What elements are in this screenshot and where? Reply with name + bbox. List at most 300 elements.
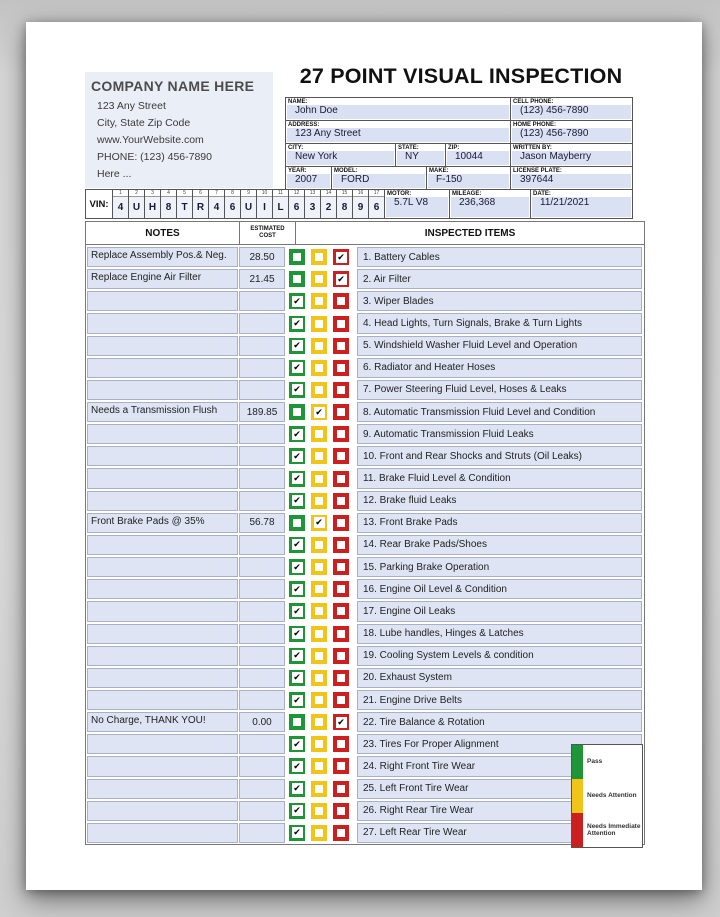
note-cell[interactable]: [87, 601, 238, 621]
green-checkbox[interactable]: [289, 338, 305, 354]
yellow-checkbox-inner: [315, 342, 323, 350]
vin-char-box[interactable]: [288, 190, 304, 218]
yellow-checkbox[interactable]: [311, 626, 327, 642]
green-checkbox-inner: ✔: [293, 539, 301, 550]
note-cell[interactable]: [87, 380, 238, 400]
cell-phone-label: CELL PHONE:: [513, 99, 554, 105]
cost-cell[interactable]: [239, 734, 285, 754]
legend-color-strip: [572, 745, 583, 847]
vin-char-box[interactable]: [112, 190, 128, 218]
yellow-checkbox[interactable]: [311, 316, 327, 332]
yellow-checkbox[interactable]: [311, 338, 327, 354]
green-checkbox-inner: ✔: [293, 605, 301, 616]
vin-char-box[interactable]: [224, 190, 240, 218]
yellow-checkbox-inner: ✔: [315, 406, 323, 417]
red-checkbox-inner: [337, 430, 345, 438]
red-checkbox[interactable]: [333, 559, 349, 575]
state-field[interactable]: [395, 144, 445, 166]
inspection-rows: [86, 245, 644, 845]
red-checkbox[interactable]: [333, 293, 349, 309]
notes-column-header: NOTES: [86, 222, 240, 244]
year-field[interactable]: [286, 167, 331, 189]
note-cell[interactable]: [87, 624, 238, 644]
yellow-checkbox[interactable]: [311, 736, 327, 752]
note-cell[interactable]: [87, 779, 238, 799]
status-checkboxes: [285, 579, 357, 599]
green-checkbox[interactable]: [289, 271, 305, 287]
cell-phone-value: (123) 456-7890: [512, 105, 631, 119]
inspection-row: [86, 336, 642, 356]
note-cell[interactable]: [87, 823, 238, 843]
green-checkbox[interactable]: [289, 626, 305, 642]
note-cell[interactable]: [87, 646, 238, 666]
home-phone-value: (123) 456-7890: [512, 128, 631, 142]
green-checkbox[interactable]: [289, 559, 305, 575]
yellow-checkbox-inner: [315, 740, 323, 748]
cost-cell[interactable]: 56.78: [239, 513, 285, 533]
cost-cell[interactable]: [239, 291, 285, 311]
model-label: MODEL:: [334, 168, 358, 174]
yellow-checkbox[interactable]: [311, 249, 327, 265]
green-checkbox[interactable]: [289, 714, 305, 730]
inspected-items-column-header: INSPECTED ITEMS: [424, 227, 516, 239]
cost-cell[interactable]: [239, 668, 285, 688]
cost-cell[interactable]: [239, 424, 285, 444]
inspection-form-page: [26, 22, 702, 890]
yellow-checkbox-inner: [315, 541, 323, 549]
red-checkbox-inner: [337, 762, 345, 770]
green-checkbox[interactable]: [289, 360, 305, 376]
yellow-checkbox[interactable]: [311, 648, 327, 664]
motor-field[interactable]: [384, 190, 449, 218]
inspection-row: [86, 535, 642, 555]
status-legend: [571, 744, 643, 848]
yellow-checkbox[interactable]: [311, 714, 327, 730]
yellow-checkbox[interactable]: [311, 803, 327, 819]
cost-cell[interactable]: [239, 557, 285, 577]
status-checkboxes: [285, 756, 357, 776]
vin-position-number: 4: [161, 190, 176, 197]
red-checkbox[interactable]: [333, 426, 349, 442]
item-cell: 25. Left Front Tire Wear: [357, 779, 642, 799]
vin-char: 4: [117, 202, 124, 213]
note-cell[interactable]: Replace Assembly Pos.& Neg.: [87, 247, 238, 267]
yellow-checkbox[interactable]: [311, 271, 327, 287]
inspection-row: [86, 646, 642, 666]
green-checkbox[interactable]: [289, 382, 305, 398]
yellow-checkbox[interactable]: [311, 692, 327, 708]
green-checkbox[interactable]: [289, 803, 305, 819]
cost-cell[interactable]: [239, 823, 285, 843]
item-cell: 22. Tire Balance & Rotation: [357, 712, 642, 732]
status-checkboxes: [285, 779, 357, 799]
date-field[interactable]: [530, 190, 632, 218]
yellow-checkbox[interactable]: [311, 758, 327, 774]
inspection-row: [86, 491, 642, 511]
cost-cell[interactable]: [239, 756, 285, 776]
green-checkbox-inner: ✔: [293, 495, 301, 506]
green-checkbox-inner: ✔: [293, 428, 301, 439]
yellow-checkbox-inner: [315, 696, 323, 704]
vin-position-number: 2: [129, 190, 144, 197]
vin-position-number: 12: [289, 190, 304, 197]
note-cell[interactable]: Replace Engine Air Filter: [87, 269, 238, 289]
license-plate-field[interactable]: [510, 167, 632, 189]
red-checkbox[interactable]: [333, 670, 349, 686]
company-city-line: City, State Zip Code: [97, 117, 191, 129]
green-checkbox[interactable]: [289, 670, 305, 686]
vin-position-number: 16: [353, 190, 368, 197]
yellow-checkbox[interactable]: [311, 382, 327, 398]
green-checkbox[interactable]: [289, 426, 305, 442]
red-checkbox[interactable]: [333, 316, 349, 332]
home-phone-label: HOME PHONE:: [513, 122, 557, 128]
vin-position-number: 1: [113, 190, 128, 197]
red-checkbox[interactable]: [333, 382, 349, 398]
written-by-field[interactable]: [510, 144, 632, 166]
year-value: 2007: [287, 174, 330, 188]
item-cell: 26. Right Rear Tire Wear: [357, 801, 642, 821]
red-checkbox[interactable]: [333, 471, 349, 487]
model-field[interactable]: [331, 167, 426, 189]
note-cell[interactable]: [87, 535, 238, 555]
year-label: YEAR:: [288, 168, 307, 174]
green-checkbox[interactable]: [289, 448, 305, 464]
cost-cell[interactable]: [239, 336, 285, 356]
note-cell[interactable]: [87, 756, 238, 776]
inspection-table: [85, 221, 645, 845]
note-cell[interactable]: [87, 557, 238, 577]
green-checkbox[interactable]: [289, 736, 305, 752]
red-checkbox[interactable]: [333, 648, 349, 664]
license-plate-value: 397644: [512, 174, 631, 188]
item-cell: 18. Lube handles, Hinges & Latches: [357, 624, 642, 644]
item-cell: 4. Head Lights, Turn Signals, Brake & Turn Lights: [357, 313, 642, 333]
green-checkbox[interactable]: [289, 692, 305, 708]
name-field[interactable]: [286, 98, 510, 120]
item-cell: 8. Automatic Transmission Fluid Level and Condition: [357, 402, 642, 422]
cost-cell[interactable]: [239, 601, 285, 621]
yellow-checkbox[interactable]: [311, 559, 327, 575]
green-checkbox-inner: ✔: [293, 318, 301, 328]
inspection-row: [86, 247, 642, 267]
vin-position-number: 17: [369, 190, 384, 197]
zip-field[interactable]: [445, 144, 510, 166]
address-field[interactable]: [286, 121, 510, 143]
yellow-checkbox[interactable]: [311, 448, 327, 464]
yellow-checkbox-inner: [315, 607, 323, 615]
red-checkbox-inner: [337, 541, 345, 549]
mileage-field[interactable]: [449, 190, 530, 218]
red-checkbox[interactable]: [333, 404, 349, 420]
note-cell[interactable]: [87, 424, 238, 444]
vin-char: 8: [165, 202, 172, 213]
yellow-checkbox-inner: [315, 807, 323, 815]
item-cell: 7. Power Steering Fluid Level, Hoses & Leaks: [357, 380, 642, 400]
city-label: CITY:: [288, 145, 304, 151]
company-phone: PHONE: (123) 456-7890: [97, 151, 212, 163]
legend-color-needs-immediate-attention: [572, 813, 583, 847]
note-cell[interactable]: [87, 491, 238, 511]
inspection-row: [86, 402, 642, 422]
note-cell[interactable]: [87, 690, 238, 710]
yellow-checkbox[interactable]: [311, 825, 327, 841]
vin-char-box[interactable]: [352, 190, 368, 218]
cost-cell[interactable]: [239, 468, 285, 488]
red-checkbox-inner: [337, 807, 345, 815]
green-checkbox[interactable]: [289, 316, 305, 332]
red-checkbox[interactable]: [333, 714, 349, 730]
red-checkbox-inner: [337, 585, 345, 593]
green-checkbox[interactable]: [289, 471, 305, 487]
vin-char-box[interactable]: [192, 190, 208, 218]
note-cell[interactable]: [87, 446, 238, 466]
green-checkbox[interactable]: [289, 581, 305, 597]
date-label: DATE:: [533, 191, 551, 197]
vin-char: 4: [213, 202, 220, 213]
vin-char: T: [181, 202, 188, 213]
vin-position-number: 11: [273, 190, 288, 197]
make-field[interactable]: [426, 167, 510, 189]
yellow-checkbox-inner: [315, 674, 323, 682]
model-value: FORD: [333, 174, 425, 188]
red-checkbox[interactable]: [333, 271, 349, 287]
red-checkbox-inner: [337, 408, 345, 416]
status-checkboxes: [285, 247, 357, 267]
red-checkbox[interactable]: [333, 249, 349, 265]
vin-char-box[interactable]: [176, 190, 192, 218]
item-cell: 3. Wiper Blades: [357, 291, 642, 311]
green-checkbox[interactable]: [289, 603, 305, 619]
inspection-row: [86, 380, 642, 400]
cost-cell[interactable]: [239, 535, 285, 555]
note-cell[interactable]: Front Brake Pads @ 35%: [87, 513, 238, 533]
yellow-checkbox-inner: [315, 785, 323, 793]
written-by-label: WRITTEN BY:: [513, 145, 552, 151]
red-checkbox-inner: [337, 452, 345, 460]
yellow-checkbox[interactable]: [311, 493, 327, 509]
inspection-row: [86, 513, 642, 533]
red-checkbox[interactable]: [333, 692, 349, 708]
item-cell: 19. Cooling System Levels & condition: [357, 646, 642, 666]
green-checkbox[interactable]: [289, 781, 305, 797]
red-checkbox[interactable]: [333, 493, 349, 509]
city-field[interactable]: [286, 144, 395, 166]
red-checkbox[interactable]: [333, 781, 349, 797]
status-checkboxes: [285, 446, 357, 466]
note-cell[interactable]: [87, 336, 238, 356]
cost-cell[interactable]: [239, 446, 285, 466]
address-label: ADDRESS:: [288, 122, 320, 128]
inspection-row: [86, 313, 642, 333]
inspection-row: [86, 668, 642, 688]
yellow-checkbox-inner: [315, 585, 323, 593]
form-title: 27 POINT VISUAL INSPECTION: [299, 64, 623, 88]
green-checkbox[interactable]: [289, 648, 305, 664]
red-checkbox-inner: [337, 386, 345, 394]
status-checkboxes: [285, 535, 357, 555]
red-checkbox-inner: [337, 829, 345, 837]
green-checkbox-inner: ✔: [293, 672, 301, 683]
yellow-checkbox-inner: [315, 497, 323, 505]
red-checkbox[interactable]: [333, 603, 349, 619]
red-checkbox-inner: [337, 563, 345, 571]
vin-char: 6: [293, 202, 300, 213]
cost-cell[interactable]: [239, 624, 285, 644]
vin-char-box[interactable]: [208, 190, 224, 218]
cost-cell[interactable]: [239, 779, 285, 799]
red-checkbox-inner: ✔: [337, 716, 345, 727]
item-cell: 6. Radiator and Heater Hoses: [357, 358, 642, 378]
status-checkboxes: [285, 624, 357, 644]
green-checkbox[interactable]: [289, 404, 305, 420]
note-cell[interactable]: [87, 468, 238, 488]
item-cell: 12. Brake fluid Leaks: [357, 491, 642, 511]
item-cell: 24. Right Front Tire Wear: [357, 756, 642, 776]
yellow-checkbox-inner: ✔: [315, 517, 323, 528]
company-extra-line: Here ...: [97, 168, 132, 180]
inspection-row: [86, 690, 642, 710]
item-cell: 15. Parking Brake Operation: [357, 557, 642, 577]
yellow-checkbox[interactable]: [311, 293, 327, 309]
info-row-1: [286, 98, 632, 121]
yellow-checkbox-inner: [315, 563, 323, 571]
cost-cell[interactable]: 189.85: [239, 402, 285, 422]
yellow-checkbox-inner: [315, 320, 323, 328]
company-name: COMPANY NAME HERE: [91, 78, 255, 94]
inspection-row: [86, 468, 642, 488]
green-checkbox-inner: ✔: [293, 783, 301, 794]
green-checkbox[interactable]: [289, 537, 305, 553]
green-checkbox[interactable]: [289, 758, 305, 774]
status-checkboxes: [285, 823, 357, 843]
yellow-checkbox[interactable]: [311, 404, 327, 420]
red-checkbox[interactable]: [333, 736, 349, 752]
green-checkbox[interactable]: [289, 515, 305, 531]
cost-cell[interactable]: [239, 690, 285, 710]
vin-char-box[interactable]: [160, 190, 176, 218]
vin-char-box[interactable]: [272, 190, 288, 218]
note-cell[interactable]: [87, 313, 238, 333]
red-checkbox-inner: [337, 519, 345, 527]
city-value: New York: [287, 151, 394, 165]
green-checkbox[interactable]: [289, 493, 305, 509]
red-checkbox[interactable]: [333, 338, 349, 354]
vin-char-box[interactable]: [256, 190, 272, 218]
cost-cell[interactable]: [239, 358, 285, 378]
yellow-checkbox-inner: [315, 630, 323, 638]
item-cell: 1. Battery Cables: [357, 247, 642, 267]
item-cell: 16. Engine Oil Level & Condition: [357, 579, 642, 599]
red-checkbox[interactable]: [333, 803, 349, 819]
status-checkboxes: [285, 734, 357, 754]
status-checkboxes: [285, 402, 357, 422]
zip-value: 10044: [447, 151, 509, 165]
red-checkbox[interactable]: [333, 448, 349, 464]
green-checkbox-inner: ✔: [293, 650, 301, 661]
cell-phone-field[interactable]: [510, 98, 632, 120]
note-cell[interactable]: [87, 668, 238, 688]
red-checkbox-inner: ✔: [337, 273, 345, 284]
red-checkbox-inner: [337, 674, 345, 682]
mileage-label: MILEAGE:: [452, 191, 482, 197]
yellow-checkbox[interactable]: [311, 537, 327, 553]
yellow-checkbox[interactable]: [311, 515, 327, 531]
inspection-row: [86, 446, 642, 466]
inspection-row: [86, 358, 642, 378]
note-cell[interactable]: [87, 801, 238, 821]
cost-cell[interactable]: [239, 646, 285, 666]
legend-label: Needs Attention: [587, 792, 637, 800]
green-checkbox[interactable]: [289, 293, 305, 309]
note-cell[interactable]: Needs a Transmission Flush: [87, 402, 238, 422]
red-checkbox-inner: [337, 475, 345, 483]
cost-cell[interactable]: [239, 491, 285, 511]
red-checkbox[interactable]: [333, 581, 349, 597]
red-checkbox[interactable]: [333, 626, 349, 642]
note-cell[interactable]: [87, 358, 238, 378]
red-checkbox[interactable]: [333, 515, 349, 531]
yellow-checkbox[interactable]: [311, 670, 327, 686]
status-checkboxes: [285, 424, 357, 444]
yellow-checkbox[interactable]: [311, 360, 327, 376]
cost-cell[interactable]: 28.50: [239, 247, 285, 267]
customer-info-grid: [285, 97, 633, 190]
vin-char-box[interactable]: [304, 190, 320, 218]
status-checkboxes: [285, 801, 357, 821]
red-checkbox[interactable]: [333, 758, 349, 774]
cost-cell[interactable]: 21.45: [239, 269, 285, 289]
note-cell[interactable]: [87, 291, 238, 311]
green-checkbox[interactable]: [289, 249, 305, 265]
item-cell: 13. Front Brake Pads: [357, 513, 642, 533]
cost-cell[interactable]: [239, 313, 285, 333]
red-checkbox[interactable]: [333, 825, 349, 841]
cost-cell[interactable]: [239, 579, 285, 599]
note-cell[interactable]: [87, 734, 238, 754]
company-block: [85, 72, 273, 188]
yellow-checkbox[interactable]: [311, 471, 327, 487]
note-cell[interactable]: No Charge, THANK YOU!: [87, 712, 238, 732]
vin-char-box[interactable]: [144, 190, 160, 218]
cost-cell[interactable]: 0.00: [239, 712, 285, 732]
cost-cell[interactable]: [239, 801, 285, 821]
yellow-checkbox-inner: [315, 364, 323, 372]
legend-color-needs-attention: [572, 779, 583, 813]
yellow-checkbox[interactable]: [311, 581, 327, 597]
red-checkbox[interactable]: [333, 537, 349, 553]
vin-char-box[interactable]: [240, 190, 256, 218]
green-checkbox-inner: [293, 275, 301, 283]
note-cell[interactable]: [87, 579, 238, 599]
home-phone-field[interactable]: [510, 121, 632, 143]
red-checkbox[interactable]: [333, 360, 349, 376]
yellow-checkbox[interactable]: [311, 603, 327, 619]
cost-cell[interactable]: [239, 380, 285, 400]
status-checkboxes: [285, 513, 357, 533]
green-checkbox-inner: ✔: [293, 760, 301, 771]
vin-char-box[interactable]: [128, 190, 144, 218]
red-checkbox-inner: [337, 364, 345, 372]
yellow-checkbox[interactable]: [311, 781, 327, 797]
status-checkboxes: [285, 690, 357, 710]
vin-char-box[interactable]: [368, 190, 384, 218]
item-cell: 5. Windshield Washer Fluid Level and Operation: [357, 336, 642, 356]
yellow-checkbox[interactable]: [311, 426, 327, 442]
green-checkbox[interactable]: [289, 825, 305, 841]
vin-char-box[interactable]: [336, 190, 352, 218]
vin-char-box[interactable]: [320, 190, 336, 218]
